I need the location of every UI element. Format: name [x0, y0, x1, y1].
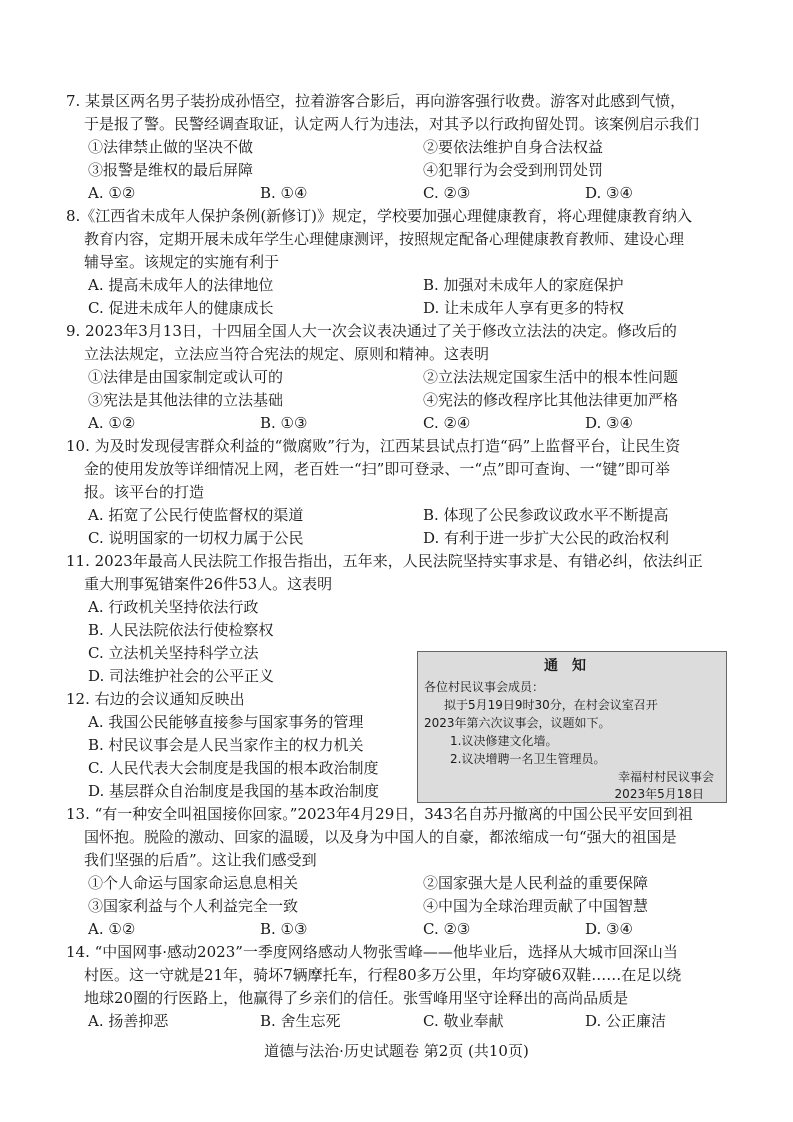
q14-stem-line-1: 14. “中国网事·感动2023”一季度网络感动人物张雪峰——他毕业后，选择从大城市回深山当 — [66, 943, 678, 961]
q7-option-b: B. ①④ — [260, 184, 308, 202]
q14-option-d: D. 公正廉洁 — [585, 1012, 667, 1030]
q8-option-b: B. 加强对未成年人的家庭保护 — [423, 276, 624, 294]
notice-date: 2023年5月18日 — [614, 787, 704, 801]
q9-stem-line-1: 9. 2023年3月13日，十四届全国人大一次会议表决通过了关于修改立法法的决定。修改后的 — [66, 322, 677, 340]
q13-option-d: D. ③④ — [585, 920, 633, 938]
notice-body-line-1: 拟于5月19日9时30分，在村会议室召开 — [444, 698, 658, 712]
q9-statement-3: ③宪法是其他法律的立法基础 — [88, 391, 284, 409]
q13-statement-1: ①个人命运与国家命运息息相关 — [88, 874, 299, 892]
q13-stem-line-2: 国怀抱。脱险的激动、回家的温暖，以及身为中国人的自豪，都浓缩成一句“强大的祖国是 — [84, 828, 677, 846]
q8-option-c: C. 促进未成年人的健康成长 — [88, 299, 274, 317]
q7-statement-4: ④犯罪行为会受到刑罚处罚 — [423, 161, 604, 179]
q10-stem-line-2: 金的使用发放等详细情况上网，老百姓一“扫”即可登录、一“点”即可查询、一“键”即可举 — [84, 460, 671, 478]
q10-option-a: A. 拓宽了公民行使监督权的渠道 — [88, 506, 304, 524]
q7-option-c: C. ②③ — [423, 184, 471, 202]
q11-option-a: A. 行政机关坚持依法行政 — [88, 598, 259, 616]
q14-option-b: B. 舍生忘死 — [260, 1012, 341, 1030]
q14-option-a: A. 扬善抑恶 — [88, 1012, 169, 1030]
notice-title: 通知 — [544, 658, 600, 674]
q10-stem-line-3: 报。该平台的打造 — [84, 483, 205, 501]
q13-statement-4: ④中国为全球治理贡献了中国智慧 — [423, 897, 649, 915]
notice-item-2: 2.议决增聘一名卫生管理员。 — [450, 752, 606, 766]
q14-stem-line-3: 地球20圈的行医路上，他赢得了乡亲们的信任。张雪峰用坚守诠释出的高尚品质是 — [84, 989, 629, 1007]
q8-option-d: D. 让未成年人享有更多的特权 — [423, 299, 625, 317]
q12-option-b: B. 村民议事会是人民当家作主的权力机关 — [88, 736, 364, 754]
q13-option-b: B. ①③ — [260, 920, 308, 938]
q13-option-a: A. ①② — [88, 920, 136, 938]
q7-stem-line-1: 7. 某景区两名男子装扮成孙悟空，拉着游客合影后，再向游客强行收费。游客对此感到气愤， — [66, 92, 686, 110]
q9-statement-4: ④宪法的修改程序比其他法律更加严格 — [423, 391, 679, 409]
q12-stem: 12. 右边的会议通知反映出 — [66, 690, 245, 708]
q10-stem-line-1: 10. 为及时发现侵害群众利益的“微腐败”行为，江西某县试点打造“码”上监督平台，让民生资 — [66, 437, 681, 455]
meeting-notice-box — [417, 651, 727, 803]
q13-option-c: C. ②③ — [423, 920, 471, 938]
q7-option-a: A. ①② — [88, 184, 136, 202]
q11-stem-line-1: 11. 2023年最高人民法院工作报告指出，五年来，人民法院坚持实事求是、有错必纠，依法纠正 — [66, 552, 703, 570]
q13-stem-line-3: 我们坚强的后盾”。这让我们感受到 — [84, 851, 317, 869]
q14-stem-line-2: 村医。这一守就是21年，骑坏7辆摩托车，行程80多万公里，年均穿破6双鞋……在足以绕 — [84, 966, 682, 984]
q7-stem-line-2: 于是报了警。民警经调查取证，认定两人行为违法，对其予以行政拘留处罚。该案例启示我们 — [84, 115, 700, 133]
q7-option-d: D. ③④ — [585, 184, 633, 202]
q7-statement-2: ②要依法维护自身合法权益 — [423, 138, 604, 156]
q13-statement-3: ③国家利益与个人利益完全一致 — [88, 897, 299, 915]
notice-greeting: 各位村民议事会成员： — [424, 680, 545, 694]
q14-option-c: C. 敬业奉献 — [423, 1012, 504, 1030]
q9-statement-2: ②立法法规定国家生活中的根本性问题 — [423, 368, 679, 386]
q7-statement-1: ①法律禁止做的坚决不做 — [88, 138, 254, 156]
q11-stem-line-2: 重大刑事冤错案件26件53人。这表明 — [84, 575, 333, 593]
q13-statement-2: ②国家强大是人民利益的重要保障 — [423, 874, 649, 892]
page-footer: 道德与法治·历史试题卷 第2页 (共10页) — [264, 1042, 529, 1060]
q9-stem-line-2: 立法法规定，立法应当符合宪法的规定、原则和精神。这表明 — [84, 345, 490, 363]
q10-option-d: D. 有利于进一步扩大公民的政治权利 — [423, 529, 670, 547]
q13-stem-line-1: 13. “有一种安全叫祖国接你回家。”2023年4月29日，343名自苏丹撤离的中国公民平安回到祖 — [66, 805, 693, 823]
notice-signer: 幸福村村民议事会 — [617, 770, 714, 784]
q12-option-d: D. 基层群众自治制度是我国的基本政治制度 — [88, 782, 380, 800]
q9-option-a: A. ①② — [88, 414, 136, 432]
q12-option-c: C. 人民代表大会制度是我国的根本政治制度 — [88, 759, 379, 777]
q12-option-a: A. 我国公民能够直接参与国家事务的管理 — [88, 713, 364, 731]
q11-option-b: B. 人民法院依法行使检察权 — [88, 621, 274, 639]
q8-stem-line-1: 8.《江西省未成年人保护条例(新修订)》规定，学校要加强心理健康教育，将心理健康教育纳入 — [66, 207, 693, 225]
q9-option-b: B. ①③ — [260, 414, 308, 432]
q8-stem-line-2: 教育内容，定期开展未成年学生心理健康测评，按照规定配备心理健康教育教师、建设心理 — [84, 230, 685, 248]
q10-option-b: B. 体现了公民参政议政水平不断提高 — [423, 506, 669, 524]
q8-stem-line-3: 辅导室。该规定的实施有利于 — [84, 253, 280, 271]
q9-option-c: C. ②④ — [423, 414, 471, 432]
q9-option-d: D. ③④ — [585, 414, 633, 432]
q9-statement-1: ①法律是由国家制定或认可的 — [88, 368, 284, 386]
notice-item-1: 1.议决修建文化墙。 — [450, 734, 558, 748]
q10-option-c: C. 说明国家的一切权力属于公民 — [88, 529, 304, 547]
notice-body-line-2: 2023年第六次议事会，议题如下。 — [424, 716, 611, 730]
q11-option-c: C. 立法机关坚持科学立法 — [88, 644, 259, 662]
q7-statement-3: ③报警是维权的最后屏障 — [88, 161, 254, 179]
q11-option-d: D. 司法维护社会的公平正义 — [88, 667, 275, 685]
q8-option-a: A. 提高未成年人的法律地位 — [88, 276, 274, 294]
